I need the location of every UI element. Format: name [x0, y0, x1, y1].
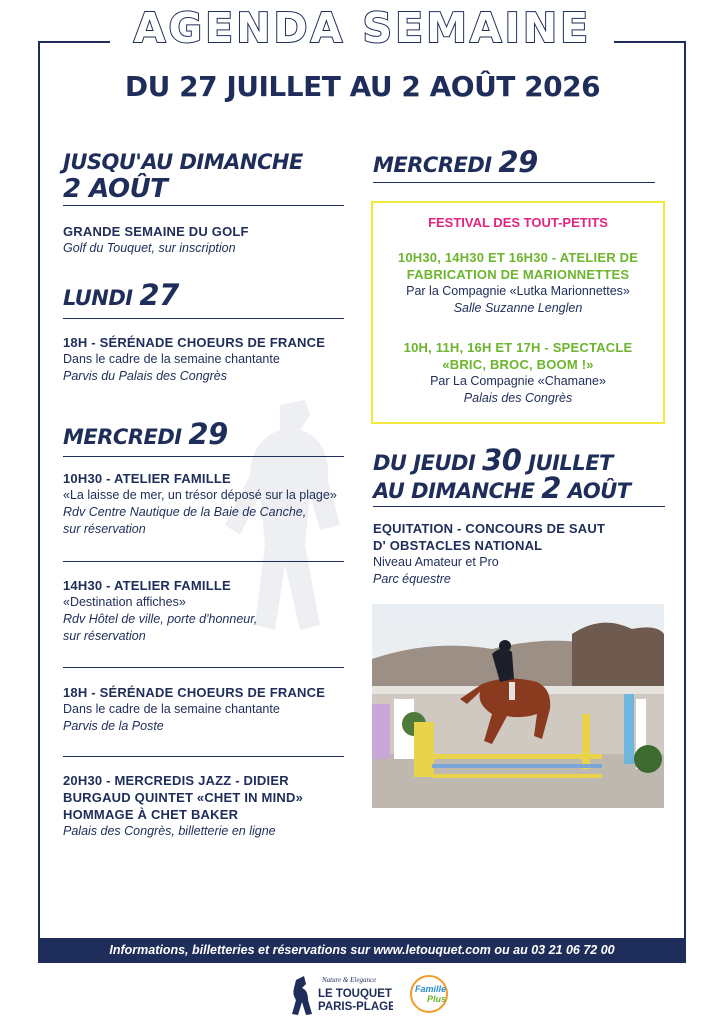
event-spectacle: 10H, 11H, 16H ET 17H - SPECTACLE «BRIC, BROC, BOOM !» Par La Compagnie «Chamane» Palais des Congrès — [403, 340, 633, 405]
event-equitation: EQUITATION - CONCOURS DE SAUT D' OBSTACLES NATIONAL Niveau Amateur et Pro Parc équestre — [373, 521, 606, 586]
famille-line2: Plus — [427, 994, 447, 1004]
heading-monday: LUNDI 27 — [63, 278, 179, 312]
divider — [63, 756, 344, 757]
divider — [63, 456, 344, 457]
heading-thursday-sunday: DU JEUDI 30 JUILLET AU DIMANCHE 2 AOÛT — [373, 443, 631, 505]
event-jazz: 20H30 - MERCREDIS JAZZ - DIDIER BURGAUD QUINTET «CHET IN MIND» HOMMAGE À CHET BAKER Palais des Congrès, billetterie en ligne — [63, 773, 304, 838]
horse-jumping-photo — [372, 604, 664, 808]
logo-tagline: Nature & Elegance — [322, 976, 377, 984]
divider — [63, 318, 344, 319]
heading-wednesday-right: MERCREDI 29 — [373, 145, 538, 179]
footer-info: Informations, billetteries et réservations sur www.letouquet.com ou au 03 21 06 72 00 — [38, 938, 686, 963]
le-touquet-logo — [288, 972, 393, 1022]
event-serenade-monday: 18H - SÉRÉNADE CHOEURS DE FRANCE Dans le cadre de la semaine chantante Parvis du Palais des Congrès — [63, 335, 326, 383]
page-title: AGENDA SEMAINE — [133, 4, 592, 52]
divider — [63, 561, 344, 562]
heading-wednesday-left: MERCREDI 29 — [63, 417, 228, 451]
divider — [63, 205, 344, 206]
event-marionnettes: 10H30, 14H30 ET 16H30 - ATELIER DE FABRICATION DE MARIONNETTES Par la Compagnie «Lutka Marionnettes» Salle Suzanne Lenglen — [397, 250, 639, 315]
famille-line1: Famille — [415, 984, 447, 994]
page-subtitle: DU 27 JUILLET AU 2 AOÛT 2026 — [124, 70, 601, 103]
heading-until-sunday: JUSQU'AU DIMANCHE 2 AOÛT — [63, 150, 303, 204]
divider — [373, 182, 655, 183]
event-serenade-wednesday: 18H - SÉRÉNADE CHOEURS DE FRANCE Dans le cadre de la semaine chantante Parvis de la Poste — [63, 685, 326, 733]
event-atelier-1430: 14H30 - ATELIER FAMILLE «Destination affiches» Rdv Hôtel de ville, porte d'honneur, sur réservation — [63, 578, 258, 643]
event-golf: GRANDE SEMAINE DU GOLF Golf du Touquet, sur inscription — [63, 224, 249, 255]
famille-plus-logo — [407, 972, 457, 1022]
festival-title: FESTIVAL DES TOUT-PETITS — [428, 215, 608, 230]
event-atelier-1030: 10H30 - ATELIER FAMILLE «La laisse de mer, un trésor déposé sur la plage» Rdv Centre Nautique de la Baie de Canche, sur réservation — [63, 471, 337, 536]
logo-line2: PARIS-PLAGE — [318, 1001, 393, 1013]
divider — [373, 506, 665, 507]
logo-line1: LE TOUQUET — [318, 988, 392, 1000]
divider — [63, 667, 344, 668]
